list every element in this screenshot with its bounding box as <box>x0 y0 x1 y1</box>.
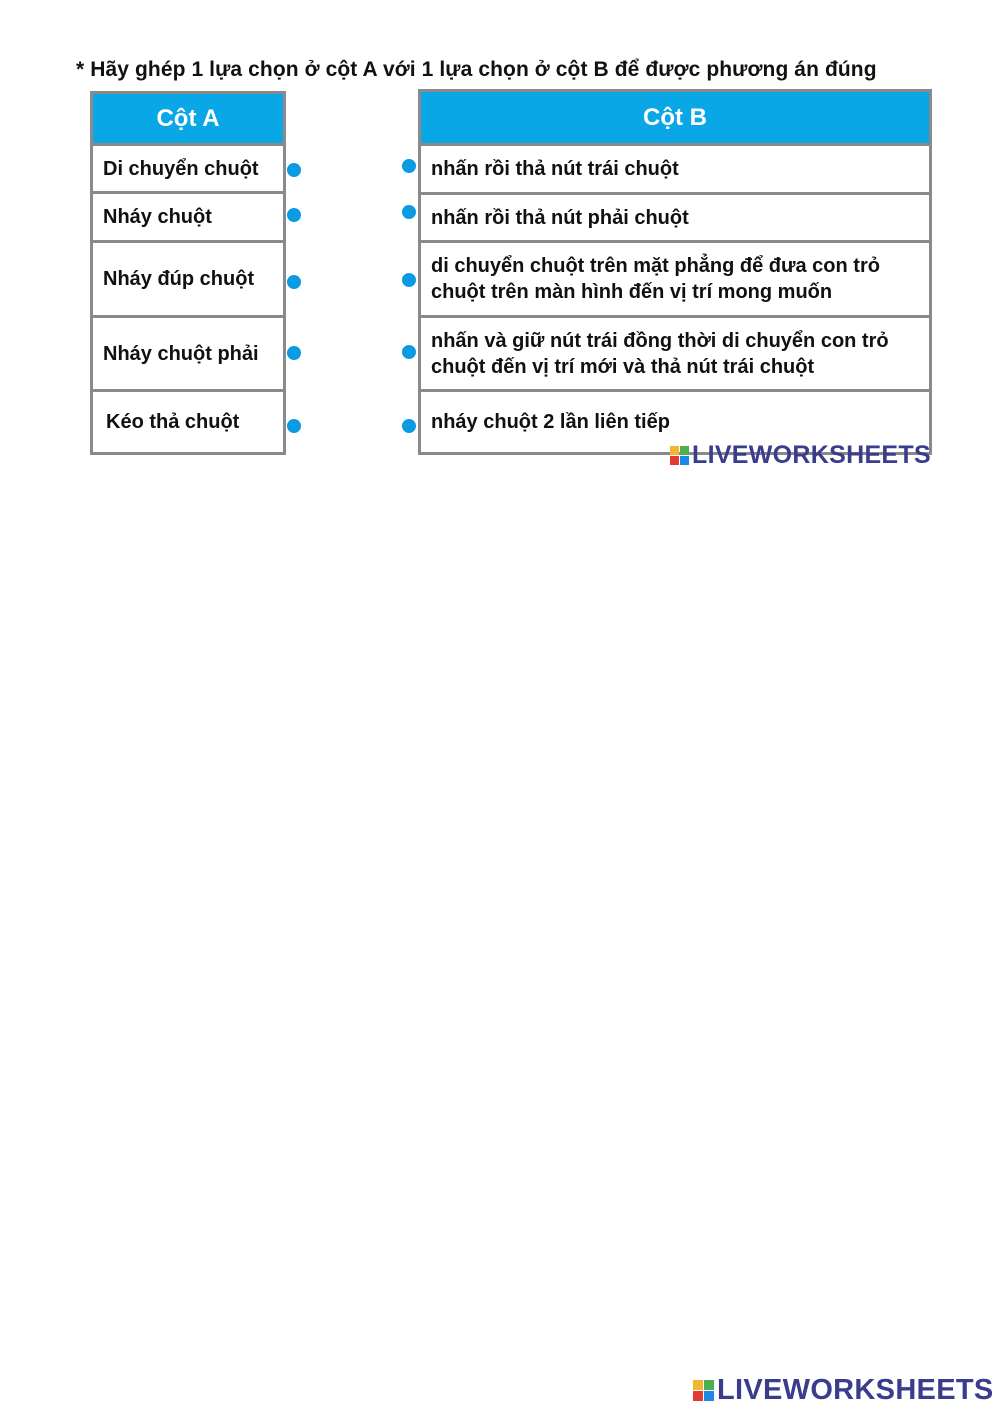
column-a-item: Kéo thả chuột <box>106 411 240 433</box>
column-b-item: nhấn rồi thả nút phải chuột <box>421 195 929 243</box>
column-b-match-dot[interactable] <box>402 159 416 173</box>
column-b <box>418 89 932 455</box>
liveworksheets-logo-icon <box>670 446 689 465</box>
column-a <box>90 91 286 455</box>
liveworksheets-logo-icon <box>693 1380 714 1401</box>
column-b-match-dot[interactable] <box>402 419 416 433</box>
liveworksheets-logo <box>670 441 931 470</box>
column-b-item: nháy chuột 2 lần liên tiếp <box>431 411 670 433</box>
column-a-item: Nháy chuột <box>93 194 283 243</box>
instruction-text: * Hãy ghép 1 lựa chọn ở cột A với 1 lựa chọn ở cột B để được phương án đúng <box>76 58 877 81</box>
column-a-match-dot[interactable] <box>287 275 301 289</box>
column-b-match-dot[interactable] <box>402 273 416 287</box>
column-b-header: Cột B <box>421 92 929 146</box>
column-b-match-dot[interactable] <box>402 345 416 359</box>
column-b-item: nhấn rồi thả nút trái chuột <box>421 146 929 195</box>
column-a-item: Nháy chuột phải <box>93 318 283 392</box>
logo-text: LIVEWORKSHEETS <box>692 441 931 469</box>
column-b-item: di chuyển chuột trên mặt phẳng để đưa con trỏ chuột trên màn hình đến vị trí mong muốn <box>421 243 929 318</box>
column-a-item: Nháy đúp chuột <box>93 243 283 318</box>
column-a-match-dot[interactable] <box>287 419 301 433</box>
logo-text: LIVEWORKSHEETS <box>717 1374 994 1406</box>
column-b-match-dot[interactable] <box>402 205 416 219</box>
liveworksheets-logo-footer <box>693 1374 994 1407</box>
column-a-item: Di chuyển chuột <box>93 146 283 194</box>
column-a-match-dot[interactable] <box>287 208 301 222</box>
column-a-header: Cột A <box>93 94 283 146</box>
column-b-item: nhấn và giữ nút trái đồng thời di chuyển con trỏ chuột đến vị trí mới và thả nút trái chuột <box>421 318 929 392</box>
column-a-match-dot[interactable] <box>287 346 301 360</box>
column-a-match-dot[interactable] <box>287 163 301 177</box>
